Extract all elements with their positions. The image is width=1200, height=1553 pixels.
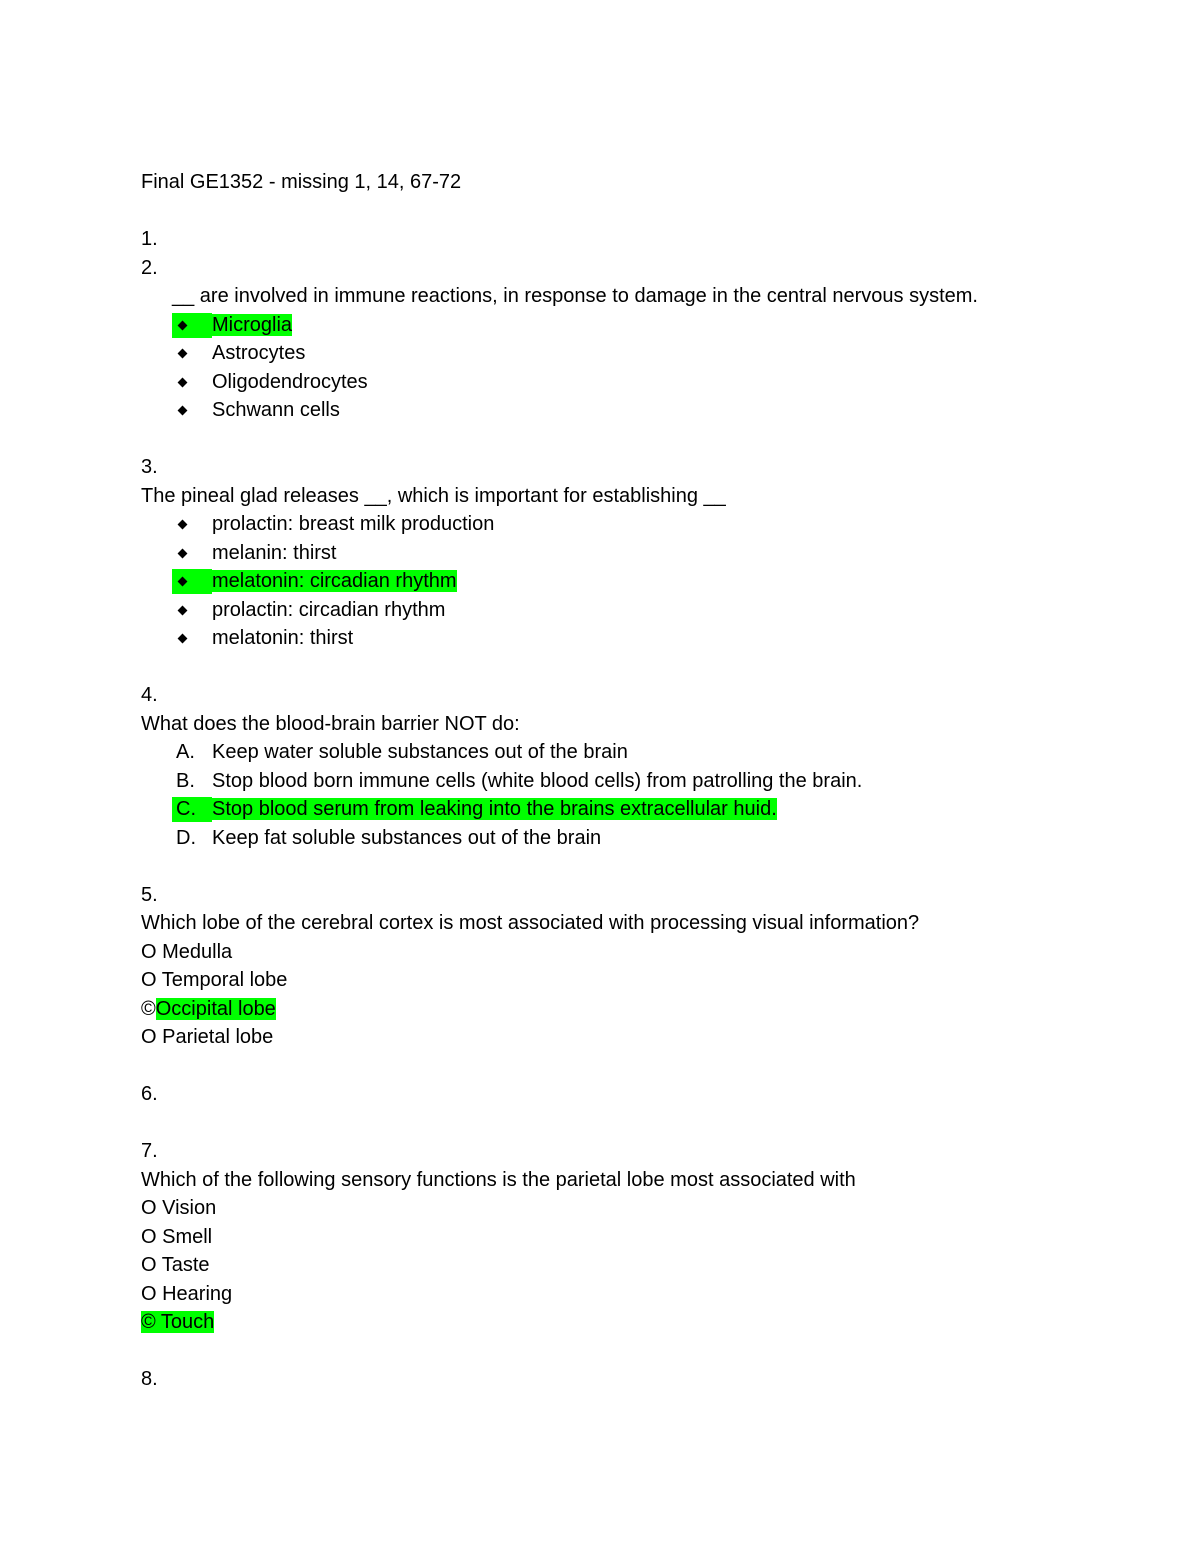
question-number: 4. xyxy=(141,684,158,706)
bullet-icon xyxy=(178,548,188,558)
answer-option: Schwann cells xyxy=(141,396,1101,425)
answer-option: O Temporal lobe xyxy=(141,969,288,991)
question-number: 3. xyxy=(141,456,158,478)
answer-option: C. Stop blood serum from leaking into the brains extracellular huid. xyxy=(141,795,1101,824)
question-text: What does the blood-brain barrier NOT do: xyxy=(141,712,520,735)
answer-option: O Parietal lobe xyxy=(141,1026,274,1048)
answer-option: melatonin: circadian rhythm xyxy=(141,567,1101,596)
answer-option: O Hearing xyxy=(141,1282,233,1305)
answer-option: O Medulla xyxy=(141,940,233,963)
bullet-icon xyxy=(178,377,188,387)
answer-option: D. Keep fat soluble substances out of the brain xyxy=(176,826,602,849)
answer-option: Oligodendrocytes xyxy=(141,368,1101,397)
bullet-icon xyxy=(178,605,188,615)
answer-option: prolactin: circadian rhythm xyxy=(141,596,1101,625)
answer-option: A. Keep water soluble substances out of the brain xyxy=(176,741,628,763)
question-text: Which of the following sensory functions is the parietal lobe most associated with xyxy=(141,1168,856,1191)
answer-option: © Touch xyxy=(141,1311,215,1333)
question-number: 7. xyxy=(141,1140,158,1162)
question-number: 6. xyxy=(141,1083,158,1105)
bullet-icon xyxy=(178,349,188,359)
question-number: 2. xyxy=(141,256,158,279)
answer-option: Astrocytes xyxy=(141,339,1101,368)
question-text: Which lobe of the cerebral cortex is most associated with processing visual information? xyxy=(141,912,920,934)
answer-option: Microglia xyxy=(141,311,1101,340)
answer-option: B. Stop blood born immune cells (white blood cells) from patrolling the brain. xyxy=(176,769,863,792)
question-number: 1. xyxy=(141,228,158,250)
question-number: 5. xyxy=(141,883,158,906)
question-text: __ are involved in immune reactions, in response to damage in the central nervous system. xyxy=(172,285,978,307)
answer-option: O Taste xyxy=(141,1254,210,1276)
answer-option: ©Occipital lobe xyxy=(141,997,276,1020)
selected-mark: © xyxy=(141,997,156,1020)
document-page xyxy=(141,168,1101,1394)
bullet-icon xyxy=(178,634,188,644)
question-text: The pineal glad releases __, which is important for establishing __ xyxy=(141,484,726,507)
bullet-icon xyxy=(178,406,188,416)
question-number: 8. xyxy=(141,1368,158,1390)
answer-option: prolactin: breast milk production xyxy=(141,510,1101,539)
bullet-icon xyxy=(178,520,188,530)
document-title: Final GE1352 - missing 1, 14, 67-72 xyxy=(141,171,462,193)
answer-option: O Vision xyxy=(141,1197,217,1219)
answer-option: melanin: thirst xyxy=(141,539,1101,568)
answer-option: melatonin: thirst xyxy=(141,624,1101,653)
answer-option: O Smell xyxy=(141,1225,213,1248)
